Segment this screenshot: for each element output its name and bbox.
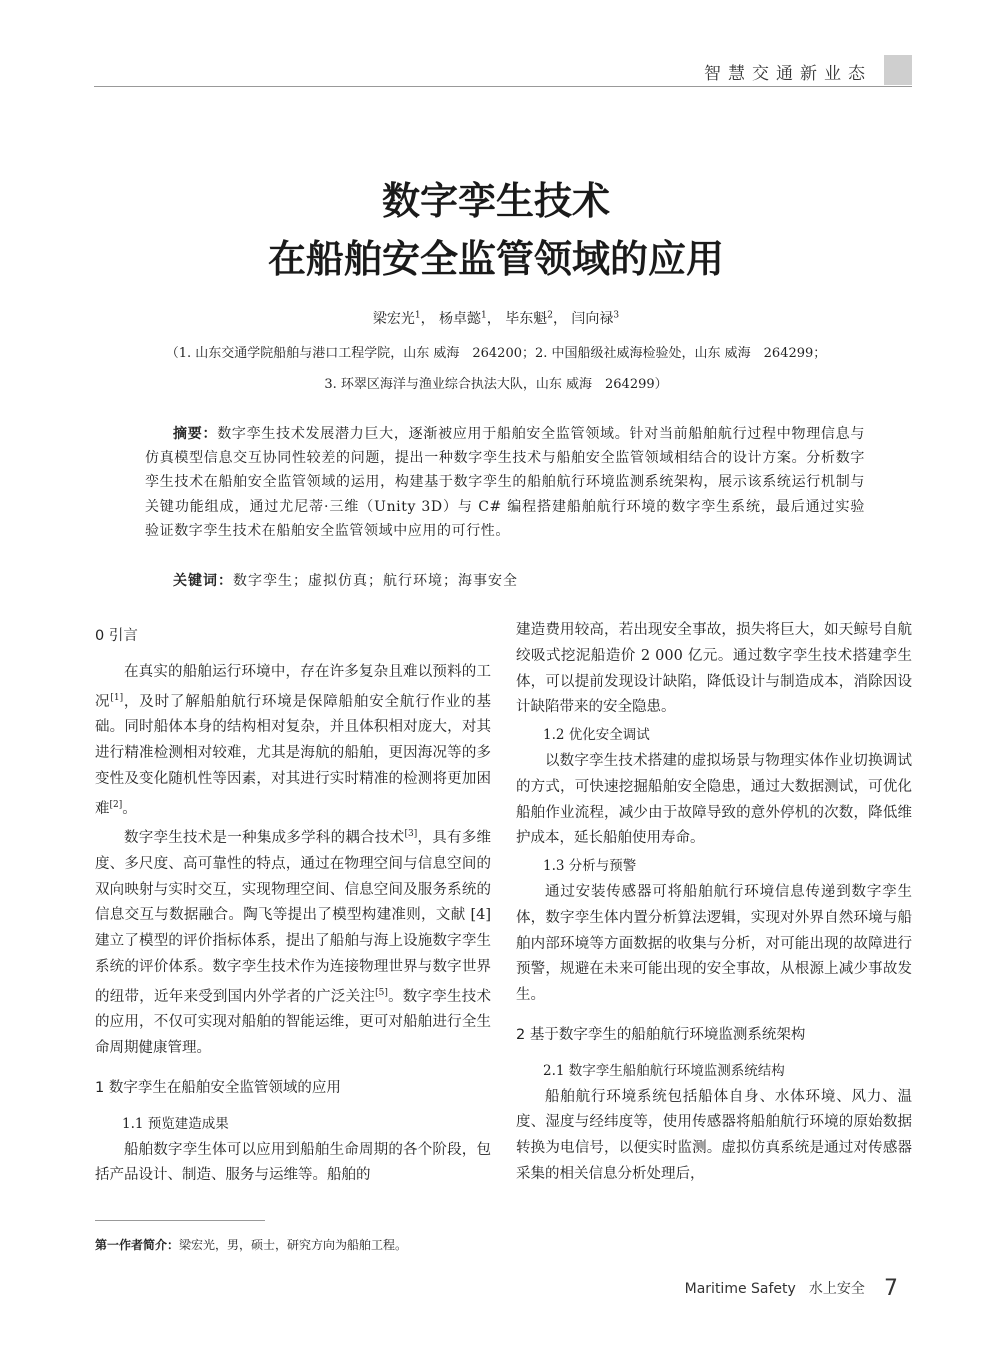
abstract-text: 数字孪生技术发展潜力巨大，逐渐被应用于船舶安全监管领域。针对当前船舶航行过程中物理信息与仿真模型信息交互协同性较差的问题，提出一种数字孪生技术与船舶安全监管领域相结合的设计方案。分析数字孪生技术在船舶安全监管领域的运用，构建基于数字孪生的船舶航行环境监测系统架构，展示该系统运行机制与关键功能组成，通过尤尼蒂·三维（Unity 3D）与 C# 编程搭建船舶航行环境的数字孪生系统，最后通过实验验证数字孪生技术在船舶安全监管领域中应用的可行性。	[145, 426, 865, 539]
author-name: 毕东魁	[505, 311, 548, 327]
journal-name-en: Maritime Safety	[684, 1281, 796, 1297]
journal-name-cn: 水上安全	[808, 1281, 865, 1297]
affiliation-line2: 3. 环翠区海洋与渔业综合执法大队，山东 威海 264299）	[324, 377, 668, 392]
paragraph: 在真实的船舶运行环境中，存在许多复杂且难以预料的工况[1]，及时了解船舶航行环境是保障船舶安全航行作业的基础。同时船体本身的结构相对复杂，并且体积相对庞大，对其进行精准检测相对较难，尤其是海航的船舶，更因海况等的多变性及变化随机性等因素，对其进行实时精准的检测将更加困难[2]。	[95, 663, 492, 817]
section-label: 智慧交通新业态	[704, 64, 872, 84]
right-column	[516, 618, 912, 1188]
author-name: 杨卓懿	[439, 311, 482, 327]
keywords-label: 关键词：	[173, 573, 233, 589]
footnote-rule	[95, 1220, 265, 1221]
subsection-heading: 1.2 优化安全调试	[543, 727, 650, 744]
paragraph: 通过安装传感器可将船舶航行环境信息传递到数字孪生体，数字孪生体内置分析算法逻辑，实现对外界自然环境与船舶内部环境等方面数据的收集与分析，对可能出现的故障进行预警，规避在未来可能出现的安全事故，从根源上减少事故发生。	[516, 883, 912, 1004]
section-heading: 0 引言	[95, 628, 138, 644]
page-footer	[685, 1276, 898, 1301]
left-column	[95, 618, 491, 1189]
author-name: 闫向禄	[571, 311, 614, 327]
section-heading: 2 基于数字孪生的船舶航行环境监测系统架构	[516, 1026, 806, 1043]
paragraph: 船舶航行环境系统包括船体自身、水体环境、风力、温度、湿度与经纬度等，使用传感器将船舶航行环境的原始数据转换为电信号，以便实时监测。虚拟仿真系统是通过对传感器采集的相关信息分析处理后，	[516, 1088, 912, 1182]
affiliation-line1: （1. 山东交通学院船舶与港口工程学院，山东 威海 264200；2. 中国船级社威海检验处，山东 威海 264299；	[165, 346, 827, 361]
paragraph: 以数字孪生技术搭建的虚拟场景与物理实体作业切换调试的方式，可快速挖掘船舶安全隐患，通过大数据测试，可优化船舶作业流程，减少由于故障导致的意外停机的次数，降低维护成本，延长船舶使用寿命。	[516, 752, 912, 847]
footnote-label: 第一作者简介：	[95, 1238, 180, 1252]
citation[interactable]: [1]	[110, 692, 124, 703]
abstract-label: 摘要：	[173, 426, 218, 442]
author-footnote	[95, 1236, 407, 1253]
author-list: 梁宏光$^1$， 杨卓懿$^1$， 毕东魁$^2$， 闫向禄$^3$	[372, 310, 620, 327]
citation[interactable]: [3]	[404, 829, 418, 840]
subsection-heading: 1.3 分析与预警	[543, 858, 637, 875]
article-title-line1: 数字孪生技术	[381, 179, 610, 223]
section-heading: 1 数字孪生在船舶安全监管领域的应用	[95, 1080, 341, 1097]
running-header	[94, 55, 912, 87]
subsection-heading: 1.1 预览建造成果	[122, 1115, 229, 1132]
paragraph: 数字孪生技术是一种集成多学科的耦合技术[3]，具有多维度、多尺度、高可靠性的特点，通过在物理空间与信息空间的双向映射与实时交互，实现物理空间、信息空间及服务系统的信息交互与数据融合。陶飞等提出了模型构建准则，文献 [4] 建立了模型的评价指标体系，提出了船舶与海上设施数字孪生系统的评价体系。数字孪生技术作为连接物理世界与数字世界的纽带，近年来受到国内外学者的广泛关注[5]。数字孪生技术的应用，不仅可实现对船舶的智能运维，更可对船舶进行全生命周期健康管理。	[95, 829, 492, 1057]
abstract	[145, 422, 865, 543]
header-rule	[94, 86, 912, 87]
subsection-heading: 2.1 数字孪生船舶航行环境监测系统结构	[543, 1062, 785, 1079]
author-name: 梁宏光	[372, 311, 415, 327]
paragraph: 船舶数字孪生体可以应用到船舶生命周期的各个阶段，包括产品设计、制造、服务与运维等。船舶的	[95, 1141, 491, 1184]
keywords	[173, 570, 518, 590]
paragraph: 建造费用较高，若出现安全事故，损失将巨大，如天鲸号自航绞吸式挖泥船造价 2 000 亿元。通过数字孪生技术搭建孪生体，可以提前发现设计缺陷，降低设计与制造成本，消除因设计缺陷带来的安全隐患。	[516, 622, 912, 716]
footnote-text: 梁宏光，男，硕士，研究方向为船舶工程。	[179, 1238, 408, 1252]
header-tab-block	[884, 55, 912, 85]
article-title-line2: 在船舶安全监管领域的应用	[267, 237, 724, 281]
citation[interactable]: [2]	[109, 799, 123, 810]
page-number: 7	[884, 1276, 898, 1301]
citation[interactable]: [5]	[375, 987, 388, 998]
keywords-text: 数字孪生；虚拟仿真；航行环境；海事安全	[233, 573, 518, 589]
